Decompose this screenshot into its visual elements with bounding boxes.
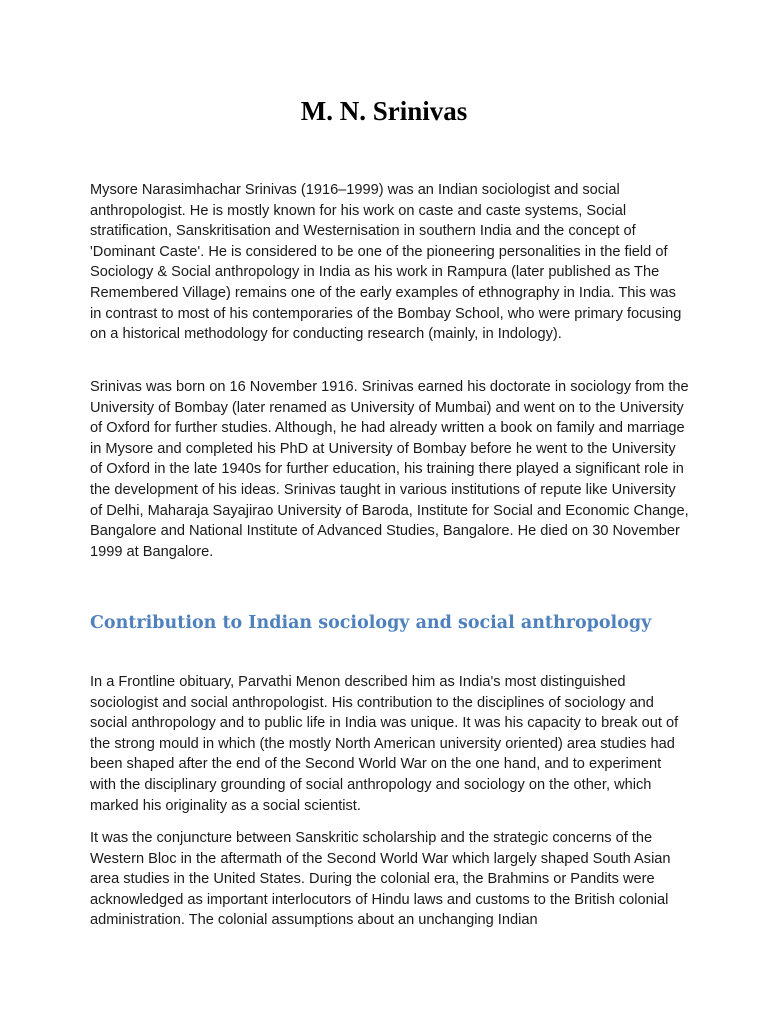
paragraph-conjuncture: It was the conjuncture between Sanskritic scholarship and the strategic concerns of the Western Bloc in the aftermath of the Second World War which largely shaped South Asian area studies in the United States. During the colonial era, the Brahmins or Pandits were acknowledged as important interlocutors of Hindu laws and customs to the British colonial administration. The colonial assumptions about an unchanging Indian: [90, 830, 671, 929]
paragraph-biography: Srinivas was born on 16 November 1916. Srinivas earned his doctorate in sociology from the University of Bombay (later renamed as University of Mumbai) and went on to the University of Oxford for further studies. Although, he had already written a book on family and marriage in Mysore and completed his PhD at University of Bombay before he went to the University of Oxford in the late 1940s for further education, his training there played a significant role in the development of his ideas. Srinivas taught in various institutions of repute like University of Delhi, Maharaja Sayajirao University of Baroda, Institute for Social and Economic Change, Bangalore and National Institute of Advanced Studies, Bangalore. He died on 30 November 1999 at Bangalore.: [90, 379, 689, 560]
paragraph-intro: Mysore Narasimhachar Srinivas (1916–1999) was an Indian sociologist and social anthropologist. He is mostly known for his work on caste and caste systems, Social stratification, Sanskritisation and Westernisation in southern India and the concept of 'Dominant Caste'. He is considered to be one of the pioneering personalities in the field of Sociology & Social anthropology in India as his work in Rampura (later published as The Remembered Village) remains one of the early examples of ethnography in India. This was in contrast to most of his contemporaries of the Bombay School, who were primary focusing on a historical methodology for conducting research (mainly, in Indology).: [90, 182, 682, 343]
page-title: M. N. Srinivas: [300, 96, 468, 126]
section-heading-contribution: Contribution to Indian sociology and social anthropology: [90, 613, 652, 633]
paragraph-obituary: In a Frontline obituary, Parvathi Menon described him as India's most distinguished sociologist and social anthropologist. His contribution to the disciplines of sociology and social anthropology and to public life in India was unique. It was his capacity to break out of the strong mould in which (the mostly North American university oriented) area studies had been shaped after the end of the Second World War on the one hand, and to experiment with the disciplinary grounding of social anthropology and sociology on the other, which marked his originality as a social scientist.: [90, 674, 679, 814]
